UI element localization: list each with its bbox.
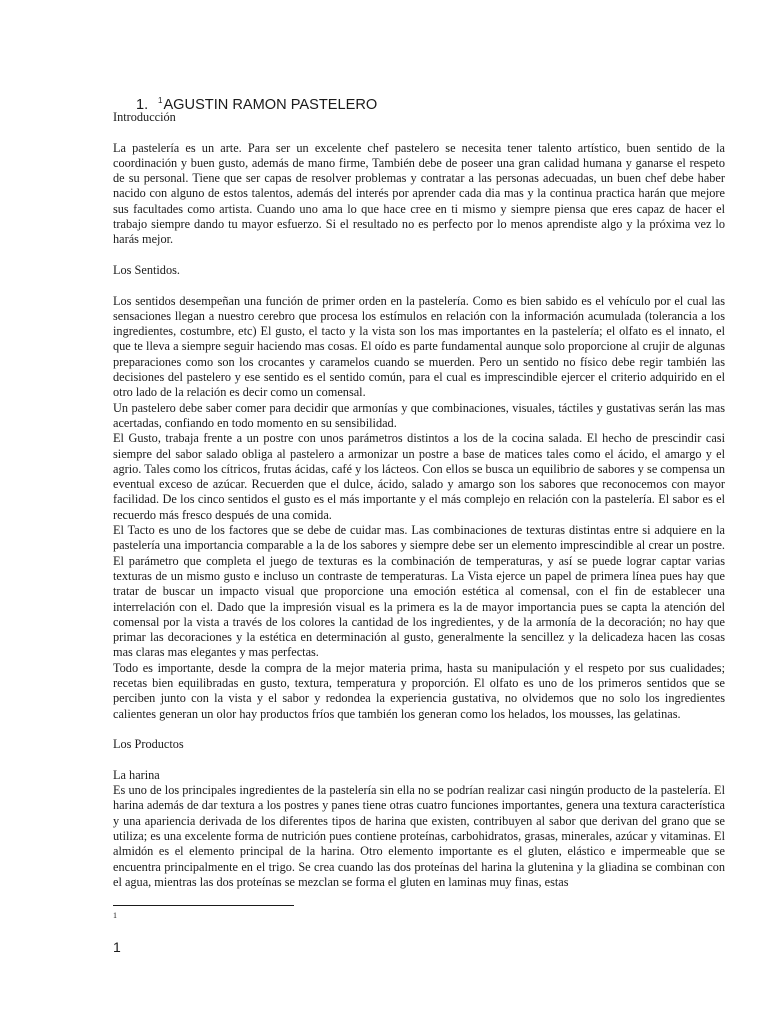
page-number: 1: [113, 939, 121, 955]
paragraph-senses-4: El Tacto es uno de los factores que se debe de cuidar mas. Las combinaciones de texturas distintas entre si adquiere en la pastelería una importancia comparable a la de los sabores y siempre debe ser un elemento imprescindible al crear un postre. El parámetro que completa el juego de texturas es la combinación de temperaturas, y así se puede lograr captar varias texturas de un mismo gusto e incluso un contraste de temperaturas. La Vista ejerce un papel de primera línea pues hay que tratar de buscar un impacto visual que proporcione una emoción estética al comensal, con el fin de establecer una interrelación con el. Dado que la impresión visual es la primera es la de mayor importancia pues se capta la atención del comensal por la vista a través de los colores la cantidad de los ingredientes, y de la armonía de la decoración; no hay que primar las decoraciones y la estética en determinación al gusto, generalmente la sencillez y la delicadeza hacen las cosas mas claras mas elegantes y mas perfectas.: [113, 523, 725, 660]
paragraph-senses-1: Los sentidos desempeñan una función de primer orden en la pastelería. Como es bien sabido es el vehículo por el cual las sensaciones llegan a nuestro cerebro que procesa los estímulos en relación con la información acumulada (tolerancia a los ingredientes, costumbre, etc) El gusto, el tacto y la vista son los mas importantes en la pastelería; el olfato es el innato, el que te lleva a siempre seguir haciendo mas cosas. El oído es parte fundamental aunque solo proporcione al crujir de algunas preparaciones como son los crocantes y caramelos cuando se muerden. Pero un sentido no físico debe regir también las decisiones del pastelero y ese sentido es el sentido común, para el cual es imprescindible ejercer el criterio adquirido en el otro lado de la relación es decir como un comensal.: [113, 293, 725, 400]
section-title-products: Los Productos: [113, 737, 184, 752]
footnote-mark[interactable]: 1: [158, 96, 163, 105]
section-title-intro: Introducción: [113, 110, 176, 124]
section-title-senses: Los Sentidos.: [113, 262, 180, 277]
paragraph-flour: Es uno de los principales ingredientes de la pastelería sin ella no se podrían realizar casi ningún producto de la pastelería. El harina además de dar textura a los postres y panes tiene otras cuatro funciones importantes, genera una textura característica y una apariencia derivada de los diferentes tipos de harina que existen, contribuyen al sabor que derivan del grano que se utiliza; es una excelente forma de nutrición pues contiene proteínas, carbohidratos, grasas, minerales, azúcar y vitaminas. El almidón es el elemento principal de la harina. Otro elemento importante es el gluten, elástico e impermeable que se encuentra principalmente en el trigo. Se crea cuando las dos proteínas del harina la glutenina y la gliadina se combinan con el agua, mientras las dos proteínas se mezclan se forma el gluten en laminas muy finas, estas: [113, 783, 725, 889]
paragraph-senses-3: El Gusto, trabaja frente a un postre con unos parámetros distintos a los de la cocina salada. El hecho de prescindir casi siempre del sabor salado obliga al pastelero a armonizar un postre a base de matices tales como el ácido, el amargo y el agrio. Tales como los cítricos, frutas ácidas, café y los lácteos. Con ellos se busca un equilibrio de sabores y se compensa un eventual exceso de azúcar. Recuerden que el dulce, ácido, salado y amargo son los sabores que reconocemos con mayor facilidad. De los cinco sentidos el gusto es el más importante y el más complejo en relación con la pastelería. El sabor es el recuerdo más fresco después de una comida.: [113, 431, 725, 522]
footnote-separator: [113, 905, 294, 906]
paragraph-senses-2: Un pastelero debe saber comer para decidir que armonías y que combinaciones, visuales, táctiles y gustativas serán las mas acertadas, confiando en todo momento en su sensibilidad.: [113, 400, 725, 430]
heading-title: AGUSTIN RAMON PASTELERO: [163, 97, 378, 113]
document-body: [113, 110, 725, 890]
paragraph-senses-5: Todo es importante, desde la compra de la mejor materia prima, hasta su manipulación y el respeto por sus cualidades; recetas bien equilibradas en gusto, textura, temperatura y proporción. El olfato es uno de los primeros sentidos que se perciben junto con la vista y el sabor y redondea la experiencia gustativa, no olvidemos que no solo los ingredientes calientes generan un olor hay productos fríos que también los generan como los helados, los mousses, las gelatinas.: [113, 660, 725, 721]
footnote-number: 1: [113, 911, 117, 920]
subsection-title-flour: La harina: [113, 767, 160, 782]
paragraph-intro: La pastelería es un arte. Para ser un excelente chef pastelero se necesita tener talento artístico, buen sentido de la coordinación y buen gusto, además de mano firme, También debe de poseer una gran calidad humana y ganarse el respeto de su personal. Tiene que ser capas de resolver problemas y contratar a las personas adecuadas, un buen chef debe haber nacido con alguno de estos talentos, además del interés por aprender cada dia mas y la continua practica harán que mejore sus facultades como artista. Cuando uno ama lo que hace cree en ti mismo y siempre piensa que eres capaz de hacer el trabajo siempre dando tu mayor esfuerzo. Si el resultado no es perfecto por lo menos aprendiste algo y la próxima vez lo harás mejor.: [113, 140, 725, 247]
heading-number: 1.: [136, 97, 149, 113]
